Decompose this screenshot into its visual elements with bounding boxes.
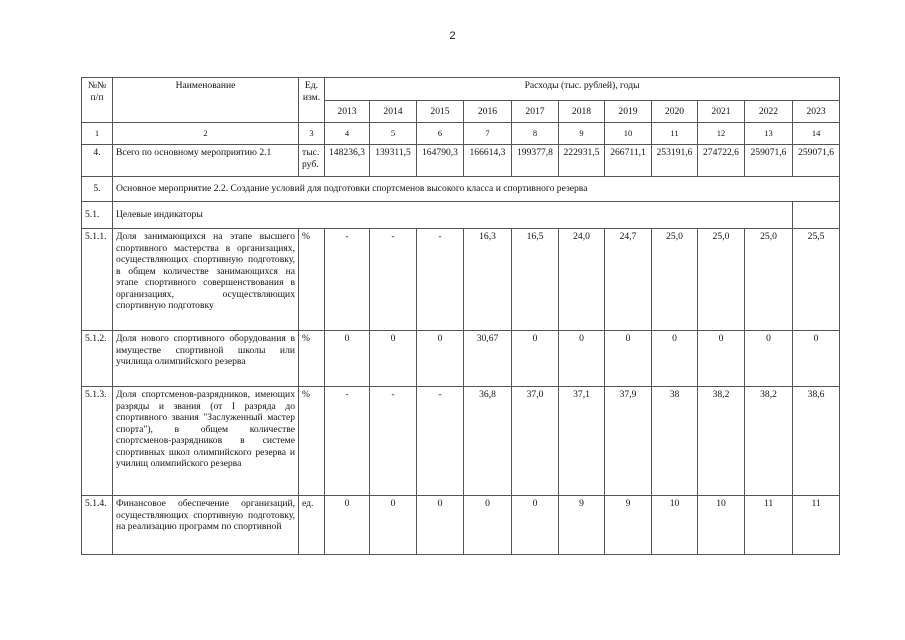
row-unit: тыс. руб. [299,145,325,177]
value-cell: 9 [605,496,652,555]
header-expenses: Расходы (тыс. рублей), годы [325,78,840,101]
index-cell: 6 [417,123,464,145]
year-cell: 2018 [559,101,605,123]
value-cell: 0 [793,331,840,387]
header-unit: Ед. изм. [299,78,325,123]
value-cell: - [417,229,464,331]
row-unit: % [299,229,325,331]
row-num: 5.1. [82,202,113,229]
value-cell: 0 [605,331,652,387]
year-cell: 2015 [417,101,464,123]
value-cell: - [325,387,370,496]
table-row [82,331,840,387]
value-cell: 37,1 [559,387,605,496]
value-cell: 38,6 [793,387,840,496]
value-cell: 0 [559,331,605,387]
year-cell: 2013 [325,101,370,123]
table-row-main-event [82,177,840,202]
column-index-row [82,123,840,145]
index-cell: 4 [325,123,370,145]
section-heading: Целевые индикаторы [113,202,793,229]
value-cell: 0 [652,331,698,387]
value-cell: 253191,6 [652,145,698,177]
value-cell: 37,0 [512,387,559,496]
row-num: 5.1.1. [82,229,113,331]
index-cell: 13 [745,123,793,145]
value-cell: 259071,6 [793,145,840,177]
value-cell: 16,5 [512,229,559,331]
value-cell: 0 [417,496,464,555]
value-cell: 24,7 [605,229,652,331]
value-cell: 0 [325,496,370,555]
value-cell: 24,0 [559,229,605,331]
table-header-row [82,78,840,101]
index-cell: 11 [652,123,698,145]
index-cell: 3 [299,123,325,145]
value-cell: 25,0 [652,229,698,331]
header-name: Наименование [113,78,299,123]
value-cell: - [325,229,370,331]
row-num: 4. [82,145,113,177]
value-cell: 0 [325,331,370,387]
row-name: Доля занимающихся на этапе высшего спортивного мастерства в организациях, осуществляющих спортивную подготовку, в общем количестве занимающихся на этапе спортивного совершенствования в организациях, осуществляющих спортивную подготовку [113,229,299,331]
index-cell: 1 [82,123,113,145]
value-cell: 37,9 [605,387,652,496]
value-cell: 148236,3 [325,145,370,177]
value-cell: 9 [559,496,605,555]
value-cell: 0 [464,496,512,555]
index-cell: 2 [113,123,299,145]
value-cell: 36,8 [464,387,512,496]
year-cell: 2016 [464,101,512,123]
section-heading: Основное мероприятие 2.2. Создание условий для подготовки спортсменов высокого класса и спортивного резерва [113,177,840,202]
value-cell: 10 [652,496,698,555]
index-cell: 12 [698,123,745,145]
year-cell: 2021 [698,101,745,123]
value-cell: 166614,3 [464,145,512,177]
year-cell: 2022 [745,101,793,123]
index-cell: 14 [793,123,840,145]
value-cell: 0 [370,331,417,387]
empty-cell [793,202,840,229]
value-cell: - [370,387,417,496]
value-cell: 0 [512,331,559,387]
row-name: Доля нового спортивного оборудования в имуществе спортивной школы или училища олимпийского резерва [113,331,299,387]
row-num: 5.1.3. [82,387,113,496]
row-num: 5. [82,177,113,202]
row-name: Доля спортсменов-разрядников, имеющих разряды и звания (от I разряда до спортивного звания "Заслуженный мастер спорта"), в общем количестве спортсменов-разрядников в системе спортивных школ олимпийского резерва и училищ олимпийского резерва [113,387,299,496]
value-cell: 38 [652,387,698,496]
year-cell: 2020 [652,101,698,123]
value-cell: 25,5 [793,229,840,331]
row-name: Финансовое обеспечение организаций, осуществляющих спортивную подготовку, на реализацию программ по спортивной [113,496,299,555]
value-cell: 38,2 [698,387,745,496]
value-cell: 139311,5 [370,145,417,177]
value-cell: 266711,1 [605,145,652,177]
value-cell: 222931,5 [559,145,605,177]
expenses-table [81,77,840,555]
value-cell: 38,2 [745,387,793,496]
value-cell: 10 [698,496,745,555]
year-cell: 2023 [793,101,840,123]
value-cell: 25,0 [745,229,793,331]
value-cell: 0 [512,496,559,555]
table-row-targets [82,202,840,229]
row-name: Всего по основному мероприятию 2.1 [113,145,299,177]
value-cell: 16,3 [464,229,512,331]
year-cell: 2019 [605,101,652,123]
row-num: 5.1.4. [82,496,113,555]
value-cell: 0 [745,331,793,387]
year-cell: 2014 [370,101,417,123]
value-cell: 274722,6 [698,145,745,177]
value-cell: 199377,8 [512,145,559,177]
value-cell: 164790,3 [417,145,464,177]
index-cell: 7 [464,123,512,145]
index-cell: 9 [559,123,605,145]
row-unit: % [299,387,325,496]
row-unit: ед. [299,496,325,555]
table-row [82,387,840,496]
value-cell: 11 [793,496,840,555]
table-row [82,496,840,555]
row-num: 5.1.2. [82,331,113,387]
row-unit: % [299,331,325,387]
year-cell: 2017 [512,101,559,123]
index-cell: 5 [370,123,417,145]
value-cell: 0 [417,331,464,387]
value-cell: 11 [745,496,793,555]
value-cell: - [417,387,464,496]
value-cell: 259071,6 [745,145,793,177]
table-row [82,229,840,331]
page-number: 2 [449,30,456,42]
table-row-total [82,145,840,177]
value-cell: 0 [370,496,417,555]
value-cell: 25,0 [698,229,745,331]
value-cell: 0 [698,331,745,387]
index-cell: 8 [512,123,559,145]
value-cell: - [370,229,417,331]
value-cell: 30,67 [464,331,512,387]
index-cell: 10 [605,123,652,145]
header-num: №№ п/п [82,78,113,123]
